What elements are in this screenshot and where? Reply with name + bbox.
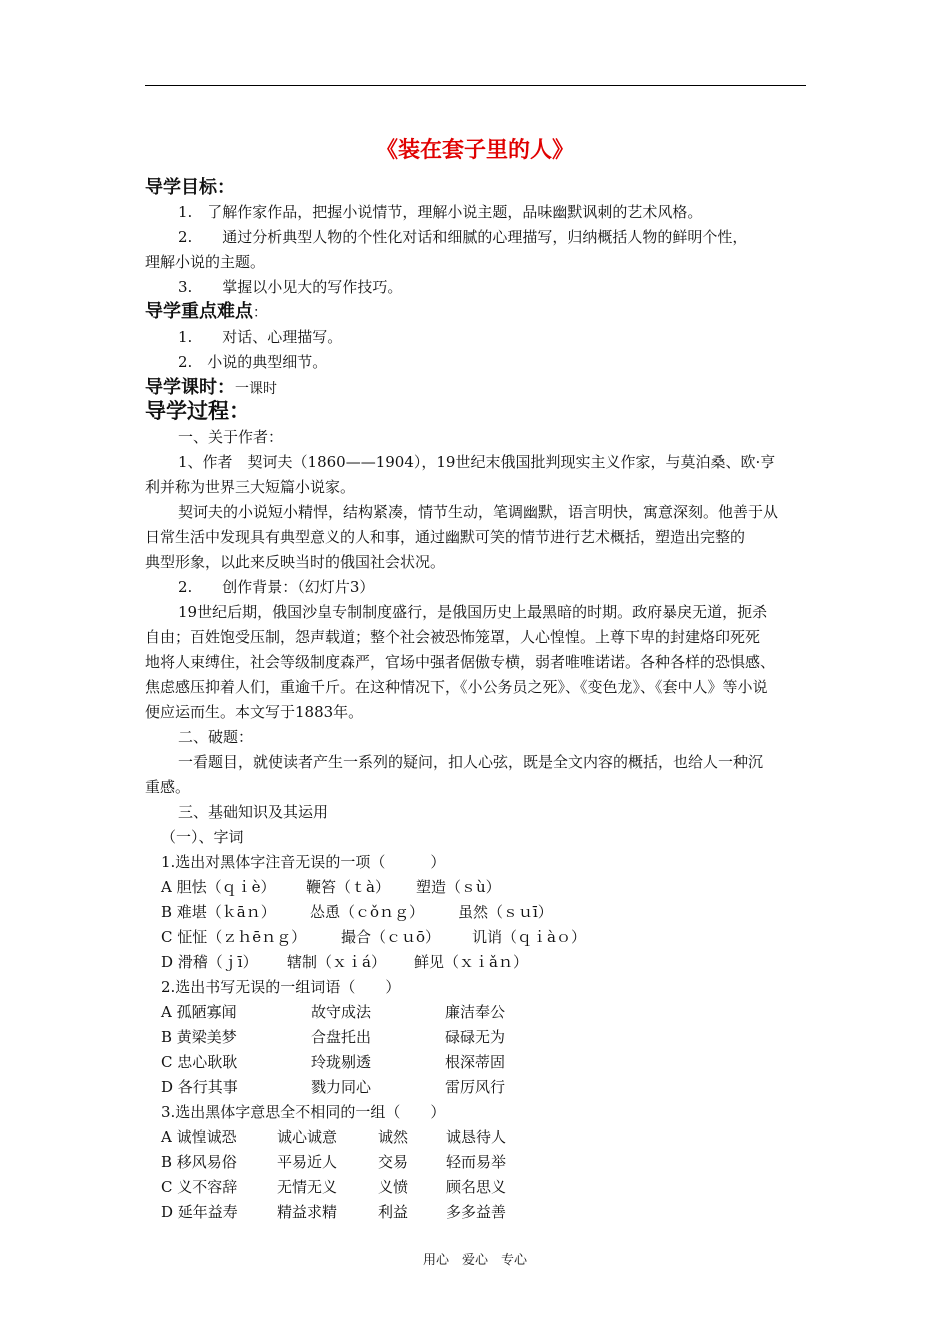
process-line: 日常生活中发现具有典型意义的人和事，通过幽默可笑的情节进行艺术概括，塑造出完整的 — [145, 528, 746, 546]
q1-option: 怂恿（ｃǒｎｇ） — [310, 903, 425, 921]
q1-option: 塑造（ｓù） — [416, 878, 501, 896]
period-value: 一课时 — [235, 381, 277, 397]
q2-option: 廉洁奉公 — [445, 1003, 506, 1021]
process-line: 一、关于作者： — [178, 428, 284, 446]
q3-option: 义愤 — [378, 1178, 409, 1196]
q2-option: C 忠心耿耿 — [161, 1053, 238, 1071]
keypoint-item-2: 2. 小说的典型细节。 — [178, 353, 328, 371]
q3-stem: 3.选出黑体字意思全不相同的一组（ ） — [161, 1103, 446, 1121]
q2-option: 玲珑剔透 — [311, 1053, 372, 1071]
header-rule — [145, 85, 806, 86]
q1-option: A 胆怯（ｑｉè） — [161, 878, 276, 896]
q1-option: B 难堪（ｋāｎ） — [161, 903, 276, 921]
q1-option: 撮合（ｃｕō） — [341, 928, 441, 946]
process-line: 地将人束缚住，社会等级制度森严，官场中强者倨傲专横，弱者唯唯诺诺。各种各样的恐惧感、 — [145, 653, 776, 671]
goals-heading: 导学目标： — [145, 177, 235, 198]
process-line: 焦虑感压抑着人们，重逾千斤。在这种情况下，《小公务员之死》、《变色龙》、《套中人》等小说 — [145, 678, 768, 696]
goal-item-2: 2. 通过分析典型人物的个性化对话和细腻的心理描写，归纳概括人物的鲜明个性， — [178, 228, 748, 246]
q2-option: 根深蒂固 — [445, 1053, 506, 1071]
period-heading-text: 导学课时： — [145, 377, 235, 398]
process-line: 典型形象，以此来反映当时的俄国社会状况。 — [145, 553, 446, 571]
q1-option: D 滑稽（ｊī） — [161, 953, 258, 971]
q3-option: A 诚惶诚恐 — [161, 1128, 237, 1146]
goal-item-2-cont: 理解小说的主题。 — [145, 253, 266, 271]
q3-option: 交易 — [378, 1153, 409, 1171]
q3-option: 利益 — [378, 1203, 409, 1221]
process-line: 1、作者 契诃夫（1860——1904），19世纪末俄国批判现实主义作家，与莫泊桑、欧·亨 — [178, 453, 776, 471]
process-line: 重感。 — [145, 778, 191, 796]
keypoints-heading — [145, 300, 267, 325]
keypoints-heading-text: 导学重点难点 — [145, 301, 253, 322]
q2-option: 碌碌无为 — [445, 1028, 506, 1046]
q3-option: 平易近人 — [277, 1153, 338, 1171]
q2-option: D 各行其事 — [161, 1078, 238, 1096]
q1-option: 辖制（ｘｉá） — [287, 953, 386, 971]
process-line: 便应运而生。本文写于1883年。 — [145, 703, 364, 721]
q3-option: 诚心诚意 — [277, 1128, 338, 1146]
q3-option: 顾名思义 — [446, 1178, 507, 1196]
q3-option: B 移风易俗 — [161, 1153, 237, 1171]
q3-option: C 义不容辞 — [161, 1178, 238, 1196]
process-line: 19世纪后期，俄国沙皇专制制度盛行，是俄国历史上最黑暗的时期。政府暴戾无道，扼杀 — [178, 603, 768, 621]
process-line: 自由；百姓饱受压制，怨声载道；整个社会被恐怖笼罩，人心惶惶。上尊下卑的封建烙印死死 — [145, 628, 761, 646]
process-line: （一）、字词 — [161, 828, 244, 846]
process-line: 利并称为世界三大短篇小说家。 — [145, 478, 356, 496]
q3-option: 诚然 — [378, 1128, 409, 1146]
q2-option: 故守成法 — [311, 1003, 372, 1021]
process-heading: 导学过程： — [145, 399, 250, 423]
q2-stem: 2.选出书写无误的一组词语（ ） — [161, 978, 401, 996]
q3-option: 轻而易举 — [446, 1153, 507, 1171]
period-heading — [145, 376, 277, 401]
keypoints-heading-colon: ： — [253, 305, 267, 321]
process-line: 一看题目，就使读者产生一系列的疑问，扣人心弦，既是全文内容的概括，也给人一种沉 — [178, 753, 764, 771]
page-footer: 用心 爱心 专心 — [422, 1253, 527, 1268]
goal-item-1: 1. 了解作家作品，把握小说情节，理解小说主题，品味幽默讽刺的艺术风格。 — [178, 203, 703, 221]
q2-option: 戮力同心 — [311, 1078, 372, 1096]
q3-option: 无情无义 — [277, 1178, 338, 1196]
q3-option: D 延年益寿 — [161, 1203, 238, 1221]
goal-item-3: 3. 掌握以小见大的写作技巧。 — [178, 278, 403, 296]
process-line: 契诃夫的小说短小精悍，结构紧凑，情节生动，笔调幽默，语言明快，寓意深刻。他善于从 — [178, 503, 779, 521]
q3-option: 诚恳待人 — [446, 1128, 507, 1146]
process-line: 2. 创作背景：（幻灯片3） — [178, 578, 375, 596]
q1-option: 讥诮（ｑｉàｏ） — [472, 928, 586, 946]
keypoint-item-1: 1. 对话、心理描写。 — [178, 328, 343, 346]
q1-stem: 1.选出对黑体字注音无误的一项（ ） — [161, 853, 446, 871]
document-title: 《装在套子里的人》 — [375, 138, 574, 163]
q1-option: 鲜见（ｘｉǎｎ） — [414, 953, 528, 971]
q2-option: 雷厉风行 — [445, 1078, 506, 1096]
process-line: 三、基础知识及其运用 — [178, 803, 329, 821]
q2-option: 合盘托出 — [311, 1028, 372, 1046]
process-line: 二、破题： — [178, 728, 254, 746]
q1-option: 鞭笞（ｔà） — [306, 878, 390, 896]
q2-option: B 黄梁美梦 — [161, 1028, 237, 1046]
q2-option: A 孤陋寡闻 — [161, 1003, 237, 1021]
q3-option: 精益求精 — [277, 1203, 338, 1221]
q1-option: C 怔怔（ｚｈēｎｇ） — [161, 928, 307, 946]
q1-option: 虽然（ｓｕī） — [458, 903, 553, 921]
q3-option: 多多益善 — [446, 1203, 507, 1221]
